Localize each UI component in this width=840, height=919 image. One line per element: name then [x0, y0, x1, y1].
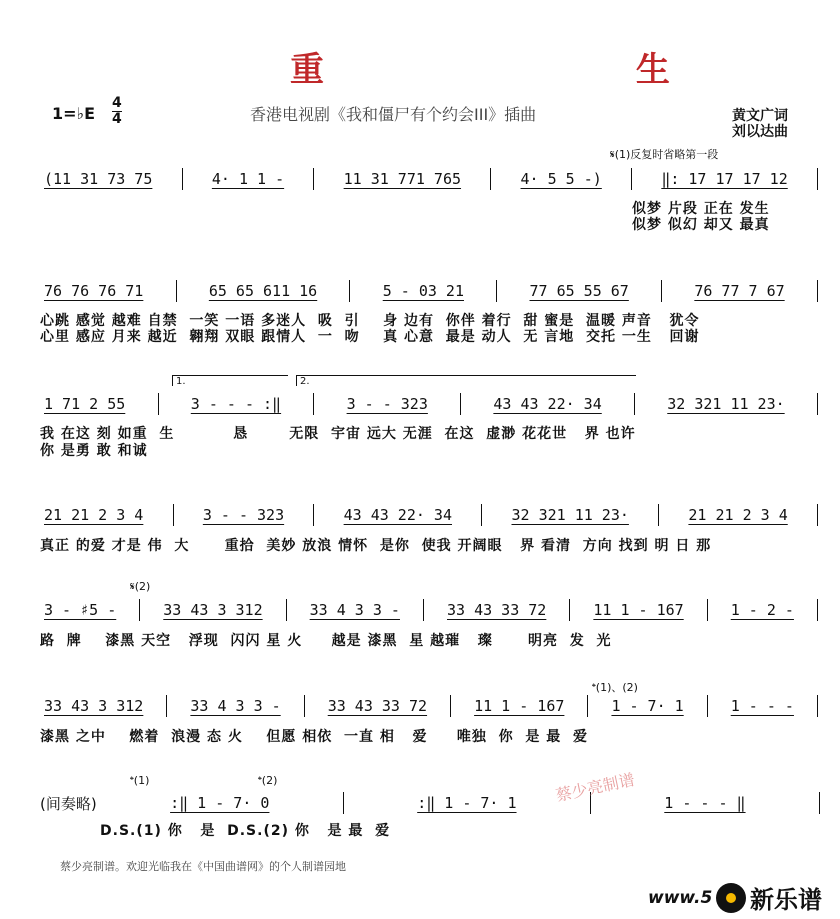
measure: 43 43 22· 34	[493, 395, 602, 413]
measure: 3 - ♯5 -	[44, 601, 117, 619]
bar-line	[817, 695, 818, 717]
lyric-line: 心跳 感觉 越难 自禁 一笑 一语 多迷人 吸 引 身 边有 你伴 着行 甜 蜜是 温暖 声音 犹令	[40, 313, 700, 329]
measure: :‖ 1 - 7· 1	[417, 794, 517, 812]
watermark: 蔡少亮制谱	[554, 769, 637, 806]
segno-coda-mark: 𝄋(2)	[130, 580, 151, 593]
bar-line	[176, 280, 177, 302]
site-logo	[716, 880, 822, 915]
bar-line	[817, 168, 818, 190]
notation-line	[40, 792, 820, 814]
measure: 21 21 2 3 4	[688, 506, 788, 524]
lyric-line: 似梦 似幻 却又 最真	[632, 217, 770, 233]
measure: 32 321 11 23·	[511, 506, 629, 524]
logo-text: 新乐谱	[750, 886, 822, 914]
notation-line	[38, 168, 818, 190]
measure: 11 1 - 167	[593, 601, 684, 619]
bar-line	[343, 792, 344, 814]
notation-line	[38, 599, 818, 621]
segno-coda-mark: 𝄌(1)、(2)	[592, 681, 638, 694]
measure: 33 43 3 312	[163, 601, 263, 619]
measure: 32 321 11 23·	[667, 395, 785, 413]
bar-line	[423, 599, 424, 621]
lyric-line: 似梦 片段 正在 发生	[632, 201, 770, 217]
measure: 5 - 03 21	[382, 282, 464, 300]
measure: 11 31 771 765	[343, 170, 462, 188]
bar-line	[182, 168, 183, 190]
measure: 33 43 3 312	[44, 697, 144, 715]
bar-line	[707, 695, 708, 717]
bar-line	[490, 168, 491, 190]
volta-bracket: 2.	[296, 375, 636, 386]
measure: 1 71 2 55	[44, 395, 126, 413]
lyric-line: 我 在这 刻 如重 生 恳 无限 宇宙 远大 无涯 在这 虚渺 花花世 界 也许	[40, 426, 636, 442]
credits	[732, 108, 788, 140]
bar-line	[173, 504, 174, 526]
measure: 1 - 2 -	[730, 601, 794, 619]
lyric-line: 漆黑 之中 燃着 浪漫 态 火 但愿 相依 一直 相 爱 唯独 你 是 最 爱	[40, 729, 588, 745]
segno-coda-mark: 𝄌(2)	[258, 774, 278, 787]
interlude-label: (间奏略)	[40, 794, 97, 813]
measure: 77 65 55 67	[529, 282, 629, 300]
bar-line	[819, 792, 820, 814]
time-signature	[112, 96, 122, 127]
bar-line	[707, 599, 708, 621]
measure: 3 - - 323	[202, 506, 285, 524]
bar-line	[286, 599, 287, 621]
bar-line	[304, 695, 305, 717]
measure: 33 4 3 3 -	[309, 601, 400, 619]
lyric-line: 心里 感应 月来 越近 翱翔 双眼 跟情人 一 吻 真 心意 最是 动人 无 言地 交托 一生 回谢	[40, 329, 700, 345]
bar-line	[460, 393, 461, 415]
measure: :‖ 1 - 7· 0	[170, 794, 270, 812]
key-signature: 1=♭E	[52, 104, 96, 123]
lyric-line: 你 是勇 敢 和诚	[40, 443, 148, 459]
bar-line	[634, 393, 635, 415]
measure: 76 77 7 67	[694, 282, 785, 300]
measure: 21 21 2 3 4	[44, 506, 144, 524]
subtitle: 香港电视剧《我和僵尸有个约会III》插曲	[250, 105, 537, 124]
song-title: 重 生	[290, 50, 820, 90]
measure: ‖: 17 17 17 12	[661, 170, 788, 188]
lyricist: 黄文广词	[732, 108, 788, 124]
lyric-line: D.S.(1) 你 是 D.S.(2) 你 是 最 爱	[100, 823, 391, 839]
bar-line	[817, 393, 818, 415]
bar-line	[166, 695, 167, 717]
measure: 4· 5 5 -)	[520, 170, 602, 188]
measure: 11 1 - 167	[474, 697, 565, 715]
segno-coda-mark: 𝄌(1)	[130, 774, 150, 787]
composer: 刘以达曲	[732, 124, 788, 140]
time-top: 4	[112, 95, 122, 111]
footer-note: 蔡少亮制谱。欢迎光临我在《中国曲谱网》的个人制谱园地	[60, 860, 346, 873]
measure: 3 - - - :‖	[190, 395, 282, 413]
bar-line	[481, 504, 482, 526]
bar-line	[817, 599, 818, 621]
bar-line	[631, 168, 632, 190]
notation-line	[38, 695, 818, 717]
measure: 33 43 33 72	[327, 697, 428, 715]
bar-line	[587, 695, 588, 717]
measure: 3 - - 323	[346, 395, 428, 413]
bar-line	[661, 280, 662, 302]
measure: (11 31 73 75	[44, 170, 153, 188]
measure: 43 43 22· 34	[343, 506, 452, 524]
time-bottom: 4	[112, 111, 122, 127]
measure: 1 - 7· 1	[611, 697, 684, 715]
bar-line	[313, 393, 314, 415]
volta-bracket: 1.	[172, 375, 288, 386]
bar-line	[496, 280, 497, 302]
disc-icon	[716, 883, 746, 913]
notation-line	[38, 280, 818, 302]
notation-line	[38, 393, 818, 415]
lyric-line: 路 牌 漆黑 天空 浮现 闪闪 星 火 越是 漆黑 星 越璀 璨 明亮 发 光	[40, 633, 612, 649]
bar-line	[450, 695, 451, 717]
bar-line	[313, 504, 314, 526]
segno-coda-mark: 𝄋(1)反复时省略第一段	[610, 148, 719, 161]
measure: 1 - - -	[730, 697, 794, 715]
notation-line	[38, 504, 818, 526]
bar-line	[349, 280, 350, 302]
measure: 33 43 33 72	[447, 601, 547, 619]
measure: 65 65 611 16	[208, 282, 318, 300]
bar-line	[817, 504, 818, 526]
measure: 33 4 3 3 -	[190, 697, 281, 715]
measure: 76 76 76 71	[44, 282, 144, 300]
bar-line	[658, 504, 659, 526]
lyric-line: 真正 的爱 才是 伟 大 重拾 美妙 放浪 情怀 是你 使我 开阔眼 界 看清 方向 找到 明 日 那	[40, 538, 712, 554]
site-url[interactable]: www.5	[648, 888, 713, 908]
measure: 1 - - - ‖	[664, 794, 746, 812]
bar-line	[313, 168, 314, 190]
bar-line	[139, 599, 140, 621]
bar-line	[158, 393, 159, 415]
bar-line	[569, 599, 570, 621]
measure: 4· 1 1 -	[211, 170, 285, 188]
bar-line	[817, 280, 818, 302]
